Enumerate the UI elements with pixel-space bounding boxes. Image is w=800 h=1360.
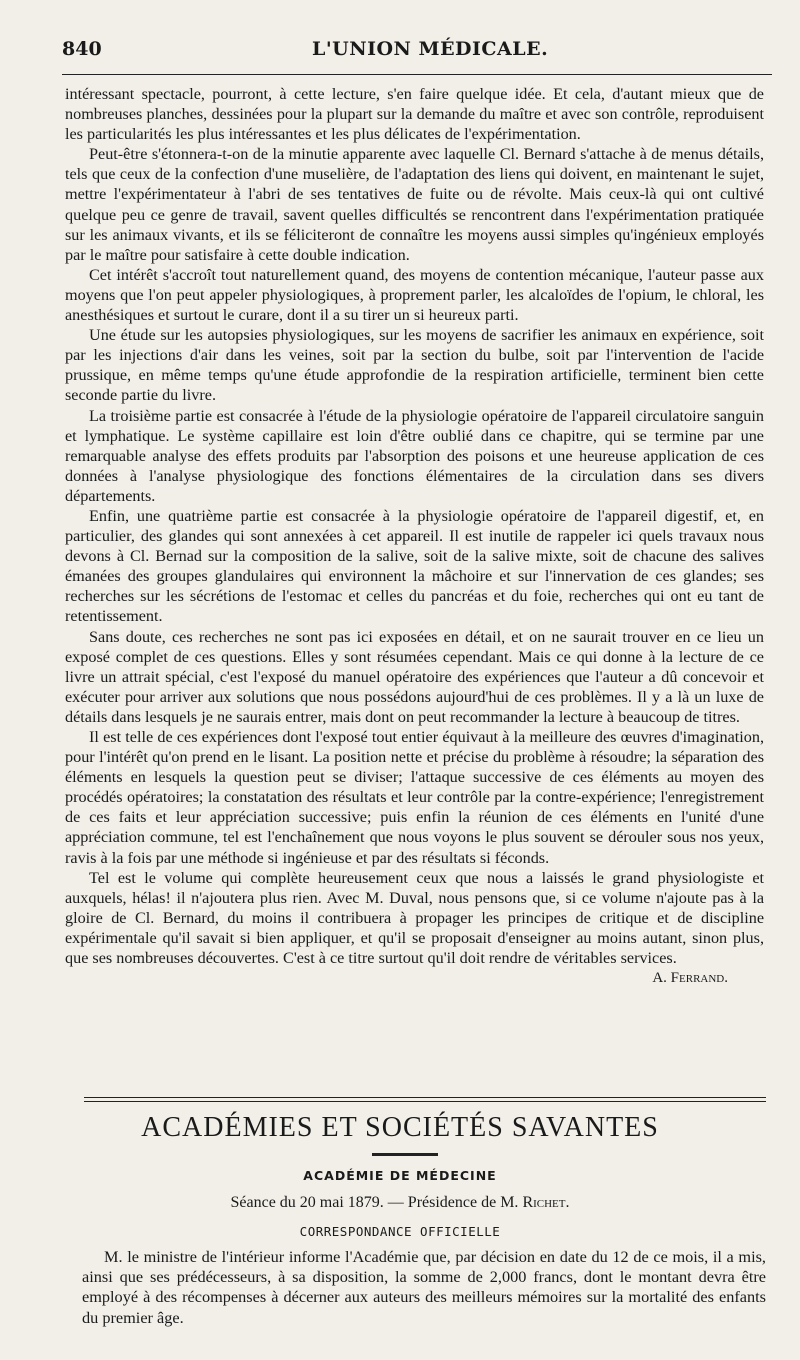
paragraph: Cet intérêt s'accroît tout naturellement quand, des moyens de contention mécanique, l'auteur passe aux moyens que l'on peut appeler physiologiques, à proprement parler, les alcaloïdes de l'opium, le chloral, les anesthésiques et surtout le curare, dont il a su tirer un si heureux parti. (65, 265, 764, 325)
paragraph-final (65, 868, 764, 987)
session-line (0, 1194, 800, 1212)
section-divider (84, 1097, 766, 1102)
author-signature: A. Ferrand. (652, 970, 728, 987)
paragraph-final-text: Tel est le volume qui complète heureusement ceux que nous a laissés le grand physiologiste et auxquels, hélas! il n'ajoutera plus rien. Avec M. Duval, nous pensons que, si ce volume n'ajoute pas à la gloire de Cl. Bernard, du moins il contribuera à propager les principes de critique et de discipline expérimentale qu'il savait si bien appliquer, et qu'il se proposait d'enseigner au moins autant, sinon plus, que ses nombreuses découvertes. C'est à ce titre surtout qu'il doit rendre de véritables services. (65, 868, 764, 968)
paragraph: intéressant spectacle, pourront, à cette lecture, s'en faire quelque idée. Et cela, d'autant mieux que de nombreuses planches, dessinées pour la plupart sur la demande du maître et avec son contrôle, reproduisent les particularités les plus intéressantes et les plus délicates de l'expérimentation. (65, 85, 764, 144)
page-number: 840 (62, 38, 102, 60)
article-body (65, 84, 764, 988)
academy-title: ACADÉMIE DE MÉDECINE (303, 1168, 497, 1183)
header-rule (62, 74, 772, 75)
correspondence-title: CORRESPONDANCE OFFICIELLE (299, 1224, 501, 1239)
paragraph: Il est telle de ces expériences dont l'exposé tout entier équivaut à la meilleure des œuvres d'imagination, pour l'intérêt qu'on prend en le lisant. La position nette et précise du problème à résoudre; la séparation des éléments en lesquels la question peut se diviser; l'attaque successive de ces éléments au moyen des procédés opératoires; la constatation des résultats et leur contrôle par la contre-expérience; l'enregistrement de ces faits et leur appréciation successive; puis enfin la réunion de ces éléments en l'unité d'une appréciation commune, tel est l'enchaînement que nous voyons le plus souvent se dérouler sous nos yeux, ravis à la fois par une méthode si ingénieuse et par des résultats si féconds. (65, 728, 764, 867)
paragraph: Sans doute, ces recherches ne sont pas ici exposées en détail, et on ne saurait trouver en ce lieu un exposé complet de ces questions. Elles y sont résumées cependant. Mais ce qui donne à la lecture de ce livre un attrait spécial, c'est l'exposé du manuel opératoire des expériences que l'auteur a dû concevoir et exécuter pour arriver aux solutions que nous possédons aujourd'hui de ces problèmes. Il y a là un luxe de détails dans lesquels je ne saurais entrer, mais dont on peut recommander la lecture à beaucoup de titres. (65, 627, 764, 726)
page-header (62, 38, 770, 68)
section-title: ACADÉMIES ET SOCIÉTÉS SAVANTES (141, 1112, 659, 1143)
correspondence-text: M. le ministre de l'intérieur informe l'Académie que, par décision en date du 12 de ce mois, il a mis, ainsi que ses prédécesseurs, à sa disposition, la somme de 2,000 francs, dont le montant devra être employé à des récompenses à décerner aux auteurs des meilleurs mémoires sur la mortalité des enfants du premier âge. (82, 1247, 766, 1327)
session-date: Séance du 20 mai 1879. — Présidence de M. (230, 1194, 523, 1211)
paragraph: Une étude sur les autopsies physiologiques, sur les moyens de sacrifier les animaux en expérience, soit par les injections d'air dans les veines, soit par la section du bulbe, soit par l'intervention de l'acide prussique, en même temps qu'une étude approfondie de la respiration artificielle, terminent bien cette seconde partie du livre. (65, 326, 764, 405)
paragraph: Enfin, une quatrième partie est consacrée à la physiologie opératoire de l'appareil digestif, et, en particulier, des glandes qui sont annexées à cet appareil. Il est inutile de rappeler ici quels travaux nous devons à Cl. Bernad sur la composition de la salive, soit de la salive mixte, soit de chacune des salives émanées des groupes glandulaires qui environnent la mâchoire et sur l'innervation de ces glandes; ses recherches sur les sécrétions de l'estomac et celles du pancréas et du foie, recherches qui ont eu tant de retentissement. (65, 506, 764, 626)
paragraph: La troisième partie est consacrée à l'étude de la physiologie opératoire de l'appareil circulatoire sanguin et lymphatique. Le système capillaire est loin d'être oublié dans ce chapitre, qui se termine par une remarquable analyse des effets produits par l'absorption des poisons et une heureuse application de ces données à l'analyse physiologique des fonctions élémentaires de la circulation dans ses divers départements. (65, 406, 764, 505)
session-president: Richet. (522, 1194, 570, 1211)
title-underline (372, 1153, 438, 1156)
running-title: L'UNION MÉDICALE. (312, 38, 549, 60)
paragraph: Peut-être s'étonnera-t-on de la minutie apparente avec laquelle Cl. Bernard s'attache à de menus détails, tels que ceux de la confection d'une muselière, de l'adaptation des liens qui doivent, en maintenant le sujet, mettre l'expérimentateur à l'abri de ses tentatives de fuite ou de révolte. Mais ceux-là qui ont cultivé quelque peu ce genre de travail, savent quelles difficultés se rencontrent dans l'expérimentation pratiquée sur les animaux vivants, et ils se féliciteront de connaître les moyens aussi simples qu'ingénieux employés par le maître pour satisfaire à cette double indication. (65, 145, 764, 264)
